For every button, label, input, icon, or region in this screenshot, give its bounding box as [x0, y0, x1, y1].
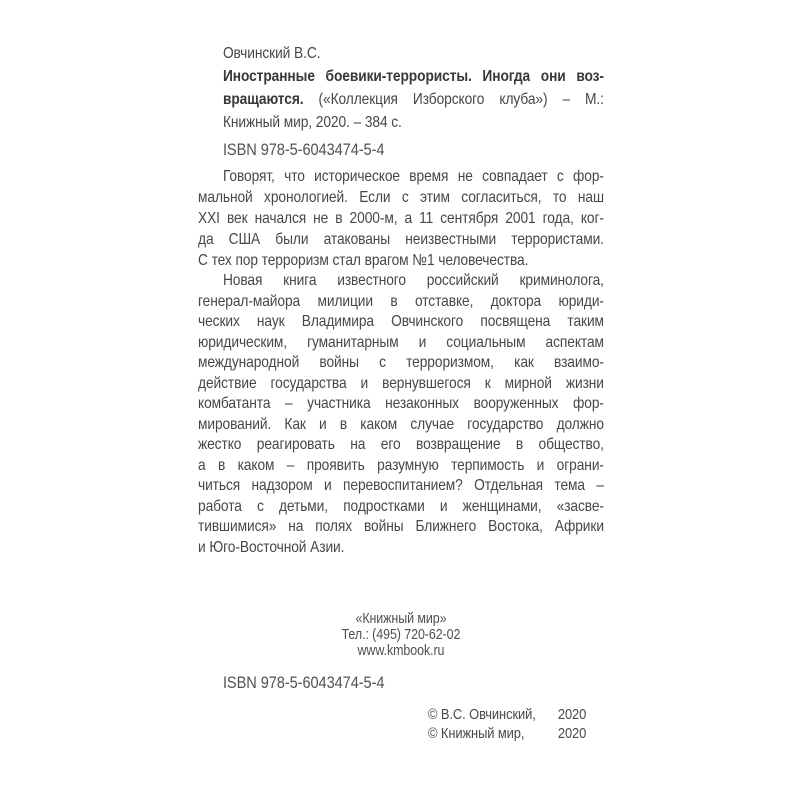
annotation-line: ческих наук Владимира Овчинского посвящена таким — [198, 313, 604, 330]
copyright-year: 2020 — [557, 724, 587, 742]
bibliographic-record — [198, 42, 604, 134]
copyright-year: 2020 — [557, 706, 587, 723]
publisher-website: www.kmbook.ru — [357, 643, 445, 659]
publisher-block — [198, 611, 604, 659]
publisher-name: «Книжный мир» — [355, 611, 447, 627]
annotation-line: мирований. Как и в каком случае государство должно — [198, 415, 604, 433]
annotation-paragraph-1 — [198, 166, 604, 271]
copyright-row — [428, 706, 586, 725]
author-line: Овчинский В.С. — [222, 45, 321, 62]
annotation-line: генерал-майора милиции в отставке, доктора юриди- — [198, 292, 604, 310]
copyright-row — [428, 725, 586, 744]
title-line-2 — [223, 88, 604, 111]
annotation-line: международной войны с терроризмом, как взаимо- — [198, 354, 604, 371]
annotation-line: юридическим, гуманитарным и социальным аспектам — [198, 333, 604, 351]
isbn-top: ISBN 978-5-6043474-5-4 — [222, 140, 385, 159]
annotation-line: мальной хронологией. Если с этим согласиться, то наш — [198, 189, 604, 206]
annotation-paragraph-2 — [198, 271, 604, 558]
publisher-phone: Тел.: (495) 720-62-02 — [341, 627, 461, 643]
annotation-line: С тех пор терроризм стал врагом №1 человечества. — [198, 252, 529, 269]
annotation-line: да США были атакованы неизвестными террористами. — [198, 231, 604, 248]
annotation-line: Новая книга известного российский криминолога, — [222, 272, 604, 289]
annotation-line: XXI век начался не в 2000-м, а 11 сентября 2001 года, ког- — [198, 210, 604, 227]
annotation-line: тившимися» на полях войны Ближнего Востока, Африки — [198, 518, 604, 535]
title-line-1: Иностранные боевики-террористы. Иногда они воз- — [222, 68, 604, 85]
annotation-line: действие государства и вернувшегося к мирной жизни — [198, 374, 604, 392]
annotation-line: читься надзором и перевоспитанием? Отдельная тема – — [198, 477, 604, 494]
annotation-line: а в каком – проявить разумную терпимость и ограни- — [198, 456, 604, 474]
copyright-block — [428, 706, 586, 743]
annotation-line: и Юго-Восточной Азии. — [198, 538, 345, 556]
annotation-line: жестко реагировать на его возвращение в общество, — [198, 436, 604, 453]
annotation-line: комбатанта – участника незаконных вооруженных фор- — [198, 395, 604, 412]
annotation-line: Говорят, что историческое время не совпадает с фор- — [222, 168, 604, 185]
copyright-holder: © Книжный мир, — [428, 724, 525, 742]
annotation-line: работа с детьми, подростками и женщинами, «засве- — [198, 497, 604, 515]
title-line-2-regular: («Коллекция Изборского клуба») – М.: — [303, 91, 604, 108]
title-line-3: Книжный мир, 2020. – 384 с. — [222, 114, 402, 131]
copyright-holder: © В.С. Овчинский, — [428, 706, 536, 723]
isbn-bottom: ISBN 978-5-6043474-5-4 — [222, 673, 385, 692]
title-line-2-bold: вращаются. — [222, 91, 304, 108]
